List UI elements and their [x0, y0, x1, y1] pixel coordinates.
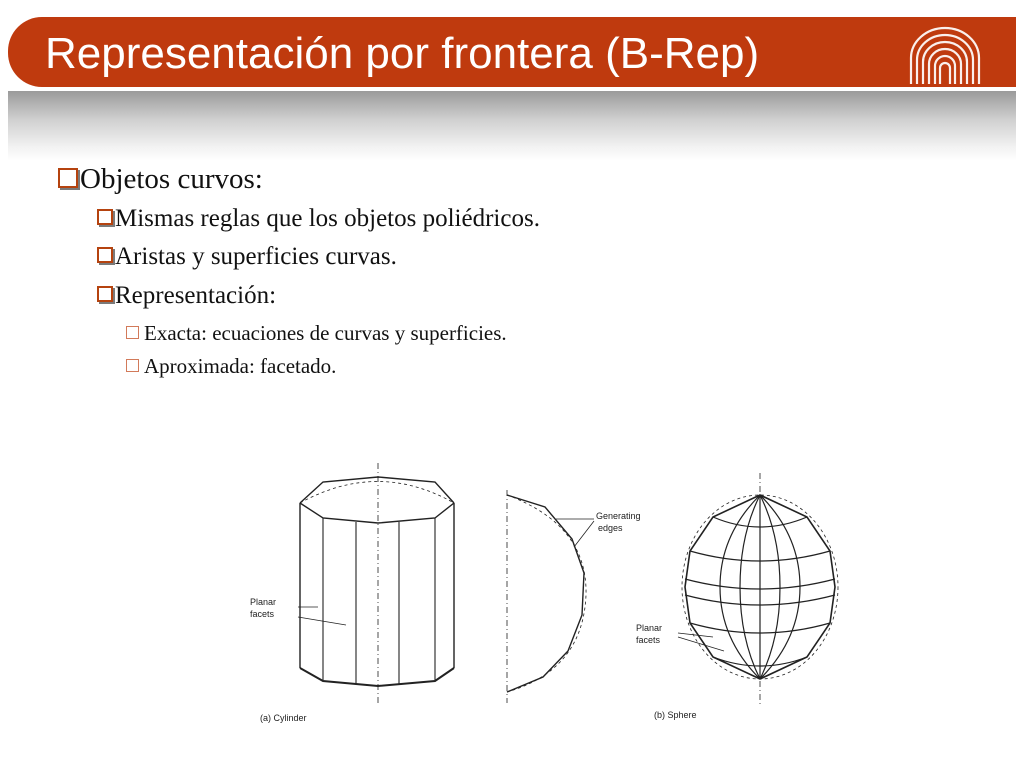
university-logo-icon	[905, 18, 985, 88]
bullet-text: Aproximada: facetado.	[144, 354, 337, 378]
facet-illustration	[238, 455, 874, 745]
profile-label-generating: Generating	[596, 511, 641, 521]
checkbox-bullet-icon	[126, 359, 139, 372]
profile-label-edges: edges	[598, 523, 623, 533]
sphere-caption: (b) Sphere	[654, 710, 697, 720]
bullet-text: Representación:	[115, 282, 277, 309]
sphere-label-planar: Planar	[636, 623, 663, 633]
bullet-text: Exacta: ecuaciones de curvas y superficies.	[144, 321, 507, 345]
sphere-label-facets: facets	[636, 635, 661, 645]
bullet-text: Aristas y superficies curvas.	[115, 243, 397, 270]
slide-title: Representación por frontera (B-Rep)	[45, 29, 760, 78]
cylinder-caption: (a) Cylinder	[260, 713, 307, 723]
bullet-text: Mismas reglas que los objetos poliédricos.	[115, 205, 540, 232]
bullet-item	[97, 241, 397, 273]
cylinder-label-facets: facets	[250, 609, 275, 619]
cylinder-label-planar: Planar	[250, 597, 277, 607]
checkbox-bullet-icon	[97, 286, 113, 302]
bullet-item	[58, 160, 263, 198]
checkbox-bullet-icon	[97, 209, 113, 225]
profile-drawing	[507, 490, 594, 703]
checkbox-bullet-icon	[126, 326, 139, 339]
title-shadow-band	[8, 91, 1016, 161]
bullet-item	[126, 319, 507, 347]
checkbox-bullet-icon	[58, 168, 78, 188]
bullet-item	[126, 352, 336, 380]
bullet-item	[97, 280, 276, 312]
bullet-item	[97, 203, 540, 235]
sphere-drawing	[678, 473, 838, 705]
cylinder-drawing	[298, 463, 454, 703]
bullet-text: Objetos curvos:	[80, 163, 263, 195]
checkbox-bullet-icon	[97, 247, 113, 263]
